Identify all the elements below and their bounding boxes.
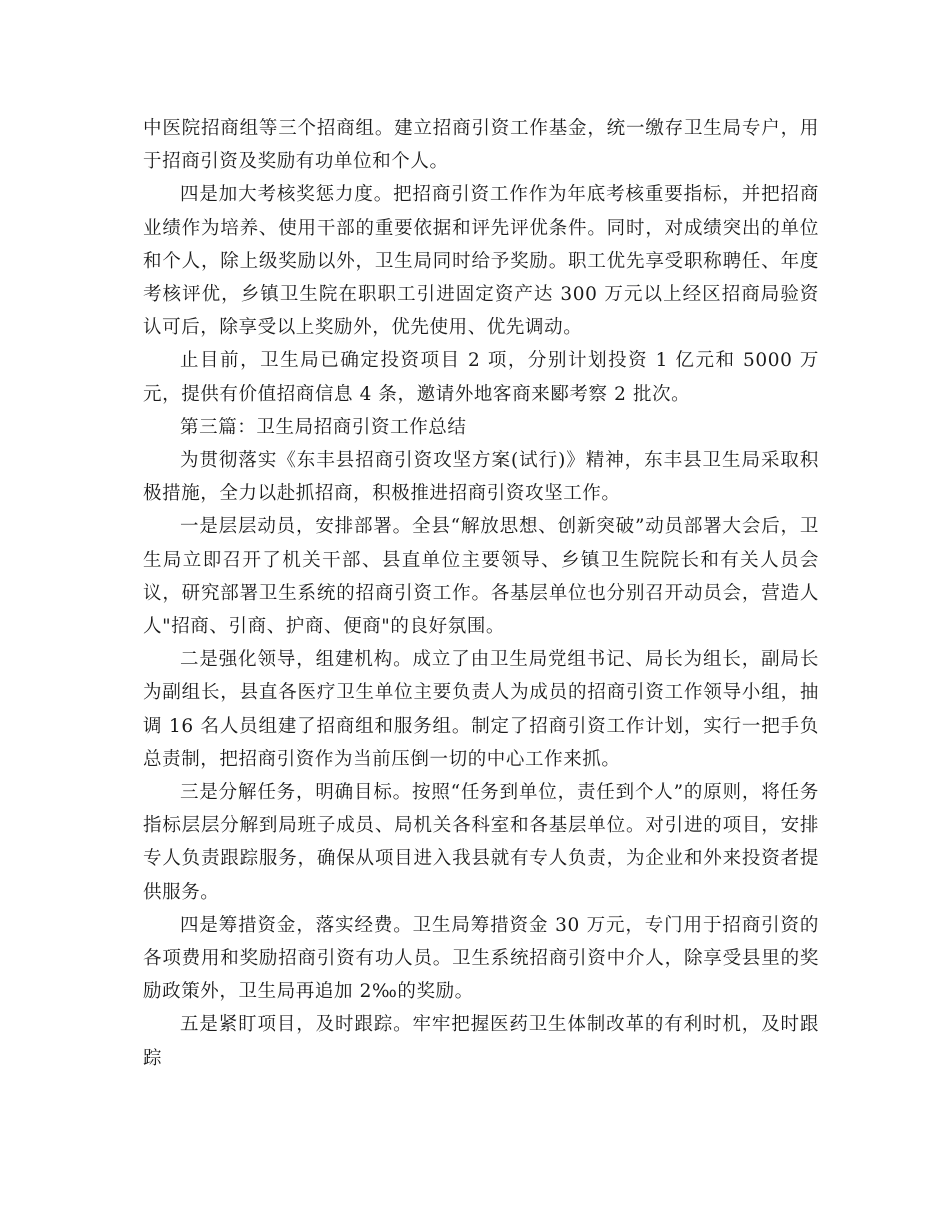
paragraph-5: 为贯彻落实《东丰县招商引资攻坚方案(试行)》精神，东丰县卫生局采取积极措施，全力以赴抓招商，积极推进招商引资攻坚工作。 bbox=[143, 450, 819, 505]
paragraph-3: 止目前，卫生局已确定投资项目 2 项，分别计划投资 1 亿元和 5000 万元，提供有价值招商信息 4 条，邀请外地客商来郾考察 2 批次。 bbox=[143, 350, 819, 405]
document-page bbox=[143, 112, 819, 1075]
paragraph-2: 四是加大考核奖惩力度。把招商引资工作作为年底考核重要指标，并把招商业绩作为培养、使用干部的重要依据和评先评优条件。同时，对成绩突出的单位和个人，除上级奖励以外，卫生局同时给予奖励。职工优先享受职称聘任、年度考核评优，乡镇卫生院在职职工引进固定资产达 300 万元以上经区招商局验资认可后，除享受以上奖励外，优先使用、优先调动。 bbox=[143, 184, 819, 339]
paragraph-1: 中医院招商组等三个招商组。建立招商引资工作基金，统一缴存卫生局专户，用于招商引资及奖励有功单位和个人。 bbox=[143, 118, 819, 173]
paragraph-8: 三是分解任务，明确目标。按照“任务到单位，责任到个人”的原则，将任务指标层层分解到局班子成员、局机关各科室和各基层单位。对引进的项目，安排专人负责跟踪服务，确保从项目进入我县就有专人负责，为企业和外来投资者提供服务。 bbox=[143, 782, 819, 903]
paragraph-10: 五是紧盯项目，及时跟踪。牢牢把握医药卫生体制改革的有利时机，及时跟踪 bbox=[143, 1014, 819, 1069]
section-heading: 第三篇：卫生局招商引资工作总结 bbox=[180, 416, 467, 438]
paragraph-6: 一是层层动员，安排部署。全县“解放思想、创新突破”动员部署大会后，卫生局立即召开了机关干部、县直单位主要领导、乡镇卫生院院长和有关人员会议，研究部署卫生系统的招商引资工作。各基层单位也分别召开动员会，营造人人"招商、引商、护商、便商"的良好氛围。 bbox=[143, 516, 819, 638]
paragraph-7: 二是强化领导，组建机构。成立了由卫生局党组书记、局长为组长，副局长为副组长，县直各医疗卫生单位主要负责人为成员的招商引资工作领导小组，抽调 16 名人员组建了招商组和服务组。制定了招商引资工作计划，实行一把手负总责制，把招商引资作为当前压倒一切的中心工作来抓。 bbox=[143, 649, 819, 770]
paragraph-9: 四是筹措资金，落实经费。卫生局筹措资金 30 万元，专门用于招商引资的各项费用和奖励招商引资有功人员。卫生系统招商引资中介人，除享受县里的奖励政策外，卫生局再追加 2‰的奖励。 bbox=[143, 914, 819, 1003]
